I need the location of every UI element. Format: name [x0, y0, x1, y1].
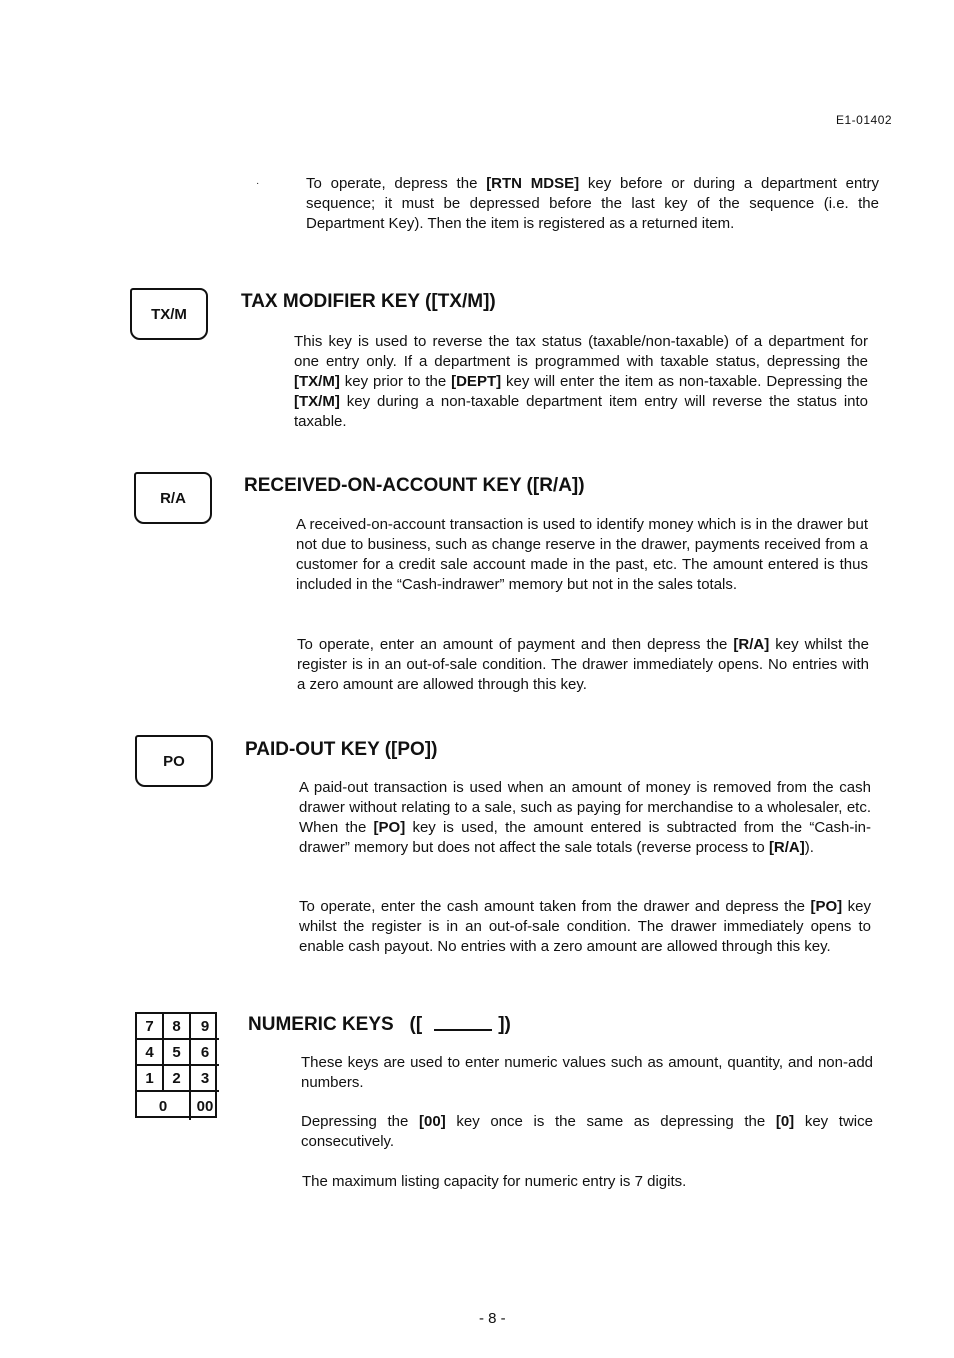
- keypad-key-6: 6: [191, 1040, 219, 1066]
- keypad-key-9: 9: [191, 1014, 219, 1040]
- page-number: - 8 -: [479, 1310, 506, 1327]
- txm-key-icon: TX/M: [130, 288, 208, 340]
- numeric-key-range-blank: [434, 1029, 492, 1031]
- ra-paragraph-2: To operate, enter an amount of payment and then depress the [R/A] key whilst the register is in an out-of-sale condition. The drawer immediately opens. No entries with a zero amount are allowed through this key.: [297, 636, 869, 693]
- po-paragraph-2: To operate, enter the cash amount taken from the drawer and depress the [PO] key whilst the register is in an out-of-sale condition. The drawer immediately opens to enable cash payout. No entries with a zero amount are allowed through this key.: [299, 898, 871, 955]
- ra-key-icon: R/A: [134, 472, 212, 524]
- document-code: E1-01402: [836, 113, 893, 127]
- numeric-keypad-icon: [135, 1012, 217, 1118]
- po-heading: PAID-OUT KEY ([PO]): [245, 739, 438, 760]
- txm-paragraph: This key is used to reverse the tax status (taxable/non-taxable) of a department for one entry only. If a department is programmed with taxable status, depressing the [TX/M] key prior to the [DEPT] key will enter the item as non-taxable. Depressing the [TX/M] key during a non-taxable department item entry will reverse the status into taxable.: [294, 333, 868, 430]
- keypad-key-4: 4: [137, 1040, 164, 1066]
- stray-dot: ·: [256, 178, 260, 189]
- keypad-key-7: 7: [137, 1014, 164, 1040]
- keypad-key-0: 0: [137, 1092, 191, 1120]
- keypad-key-8: 8: [164, 1014, 191, 1040]
- intro-paragraph: To operate, depress the [RTN MDSE] key before or during a department entry sequence; it must be depressed before the last key of the sequence (i.e. the Department Key). Then the item is registered as a returned item.: [306, 175, 879, 232]
- keypad-key-1: 1: [137, 1066, 164, 1092]
- po-key-icon: PO: [135, 735, 213, 787]
- ra-heading: RECEIVED-ON-ACCOUNT KEY ([R/A]): [244, 475, 585, 496]
- numeric-paragraph-3: The maximum listing capacity for numeric entry is 7 digits.: [302, 1173, 687, 1190]
- keypad-key-5: 5: [164, 1040, 191, 1066]
- numeric-paragraph-1: These keys are used to enter numeric values such as amount, quantity, and non-add numbers.: [301, 1054, 873, 1091]
- keypad-key-00: 00: [196, 1097, 214, 1115]
- po-paragraph-1: A paid-out transaction is used when an amount of money is removed from the cash drawer without relating to a sale, such as paying for merchandise to a wholesaler, etc. When the [PO] key is used, the amount entered is subtracted from the “Cash-in-drawer” memory but does not affect the sale totals (reverse process to [R/A]).: [299, 779, 872, 856]
- ra-paragraph-1: A received-on-account transaction is used to identify money which is in the drawer but not due to business, such as change reserve in the drawer, payments received from a customer for a credit sale account made in the past, etc. The amount entered is thus included in the “Cash-indrawer” memory but not in the sales totals.: [296, 516, 868, 593]
- keypad-key-2: 2: [164, 1066, 191, 1092]
- keypad-key-3: 3: [191, 1066, 219, 1092]
- numeric-paragraph-2: Depressing the [00] key once is the same as depressing the [0] key twice consecutively.: [301, 1113, 873, 1150]
- txm-heading: TAX MODIFIER KEY ([TX/M]): [241, 291, 496, 312]
- numeric-heading: NUMERIC KEYS ([ ]): [248, 1014, 511, 1035]
